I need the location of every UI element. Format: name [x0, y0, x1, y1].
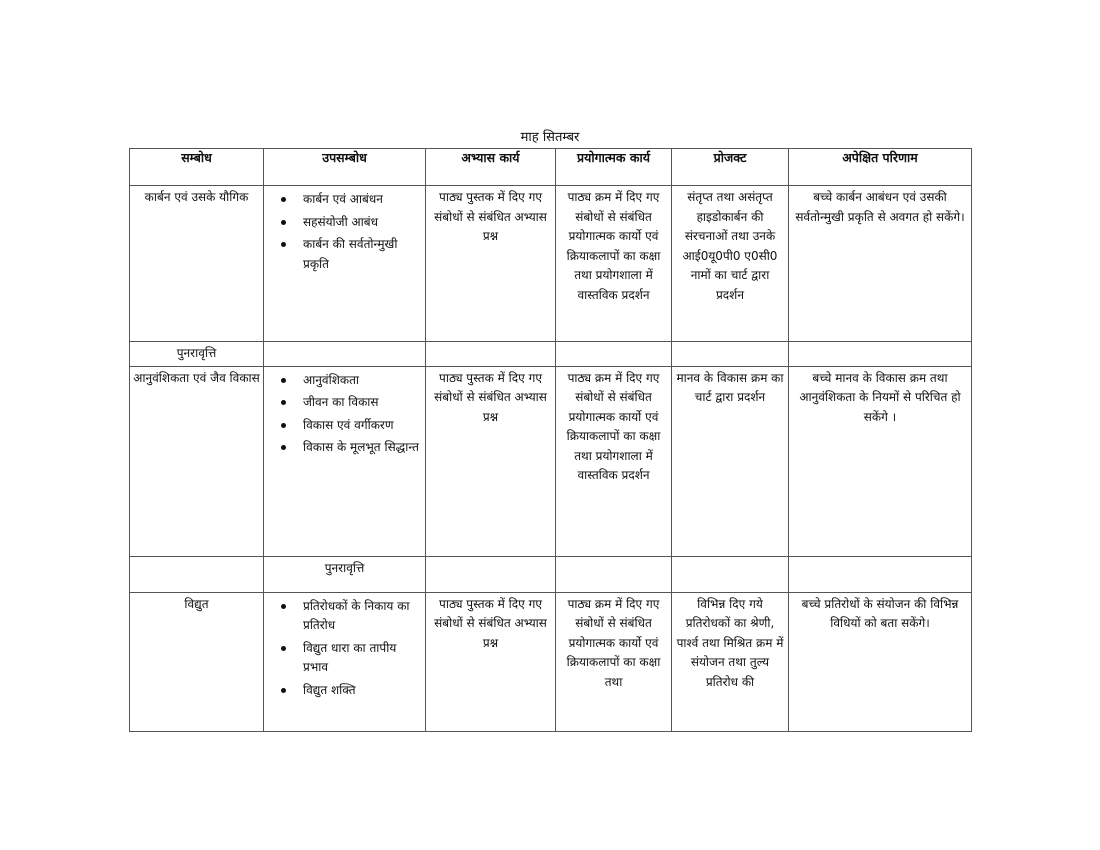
practical-cell: पाठ्य क्रम में दिए गए संबोधों से संबंधित प्रयोगात्मक कार्यो एवं क्रियाकलापों का कक्षा तथा प्रयोगशाला में वास्तविक प्रदर्शन — [556, 366, 672, 556]
subtopic-cell — [264, 186, 426, 342]
subtopic-item: जीवन का विकास — [303, 393, 422, 413]
page-title: माह सितम्बर — [520, 130, 580, 145]
project-cell: संतृप्त तथा असंतृप्त हाइडोकार्बन की संरचनाओं तथा उनके आई0यू0पी0 ए0सी0 नामों का चार्ट द्वारा प्रदर्शन — [672, 186, 789, 342]
subtopic-cell — [264, 592, 426, 731]
topic-cell: कार्बन एवं उसके यौगिक — [130, 186, 264, 342]
project-cell: विभिन्न दिए गये प्रतिरोधकों का श्रेणी, पार्श्व तथा मिश्रित क्रम में संयोजन तथा तुल्य प्रतिरोध की — [672, 592, 789, 731]
subtopic-item: आनुवंशिकता — [303, 371, 422, 391]
header-project: प्रोजक्ट — [672, 149, 789, 186]
revision-row — [130, 556, 972, 592]
subtopic-item: कार्बन की सर्वतोन्मुखी प्रकृति — [303, 235, 422, 274]
revision-cell: पुनरावृत्ति — [130, 342, 264, 367]
subtopic-item: विद्युत शक्ति — [303, 681, 422, 701]
subtopic-item: विकास के मूलभूत सिद्धान्त — [303, 438, 422, 458]
project-cell: मानव के विकास क्रम का चार्ट द्वारा प्रदर्शन — [672, 366, 789, 556]
subtopic-item: विकास एवं वर्गीकरण — [303, 416, 422, 436]
table-header-row — [130, 149, 972, 186]
topic-cell: आनुवंशिकता एवं जैव विकास — [130, 366, 264, 556]
subtopic-cell — [264, 366, 426, 556]
exercise-cell: पाठ्य पुस्तक में दिए गए संबोधों से संबंधित अभ्यास प्रश्न — [426, 186, 556, 342]
exercise-cell: पाठ्य पुस्तक में दिए गए संबोधों से संबंधित अभ्यास प्रश्न — [426, 366, 556, 556]
subtopic-item: विद्युत धारा का तापीय प्रभाव — [303, 639, 422, 678]
outcome-cell: बच्चे कार्बन आबंधन एवं उसकी सर्वतोन्मुखी प्रकृति से अवगत हो सकेंगे। — [789, 186, 972, 342]
subtopic-item: कार्बन एवं आबंधन — [303, 190, 422, 210]
revision-row — [130, 342, 972, 367]
table-row — [130, 592, 972, 731]
revision-cell: पुनरावृत्ति — [264, 556, 426, 592]
table-row — [130, 186, 972, 342]
header-subtopic: उपसम्बोध — [264, 149, 426, 186]
subtopic-item: प्रतिरोधकों के निकाय का प्रतिरोध — [303, 597, 422, 636]
header-exercise: अभ्यास कार्य — [426, 149, 556, 186]
outcome-cell: बच्चे प्रतिरोधों के संयोजन की विभिन्न विधियों को बता सकेंगे। — [789, 592, 972, 731]
practical-cell: पाठ्य क्रम में दिए गए संबोधों से संबंधित प्रयोगात्मक कार्यो एवं क्रियाकलापों का कक्षा तथा प्रयोगशाला में वास्तविक प्रदर्शन — [556, 186, 672, 342]
practical-cell: पाठ्य क्रम में दिए गए संबोधों से संबंधित प्रयोगात्मक कार्यो एवं क्रियाकलापों का कक्षा तथा — [556, 592, 672, 731]
header-practical: प्रयोगात्मक कार्य — [556, 149, 672, 186]
header-outcome: अपेक्षित परिणाम — [789, 149, 972, 186]
header-topic: सम्बोध — [130, 149, 264, 186]
exercise-cell: पाठ्य पुस्तक में दिए गए संबोधों से संबंधित अभ्यास प्रश्न — [426, 592, 556, 731]
table-row — [130, 366, 972, 556]
syllabus-table — [129, 148, 972, 732]
subtopic-item: सहसंयोजी आबंध — [303, 213, 422, 233]
outcome-cell: बच्चे मानव के विकास क्रम तथा आनुवंशिकता के नियमों से परिचित हो सकेंगे । — [789, 366, 972, 556]
topic-cell: विद्युत — [130, 592, 264, 731]
